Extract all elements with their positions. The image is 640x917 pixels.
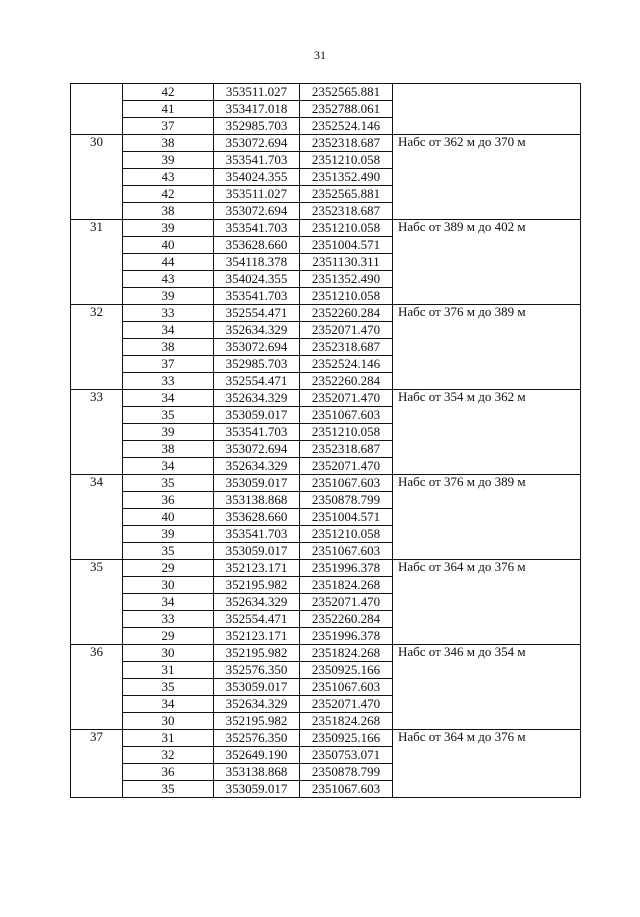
x-coordinate-cell: 353541.703 [214, 220, 300, 237]
page-number: 31 [314, 48, 326, 62]
x-coordinate-cell: 352649.190 [214, 747, 300, 764]
table-row [71, 84, 581, 101]
point-number-cell: 36 [123, 492, 214, 509]
x-coordinate-cell: 353072.694 [214, 441, 300, 458]
zone-number-cell: 36 [71, 645, 123, 730]
y-coordinate-cell: 2352071.470 [300, 322, 393, 339]
point-number-cell: 35 [123, 543, 214, 560]
point-number-cell: 41 [123, 101, 214, 118]
x-coordinate-cell: 352634.329 [214, 390, 300, 407]
y-coordinate-cell: 2351824.268 [300, 645, 393, 662]
point-number-cell: 34 [123, 594, 214, 611]
point-number-cell: 38 [123, 135, 214, 152]
point-number-cell: 37 [123, 118, 214, 135]
elevation-range-cell: Набс от 364 м до 376 м [393, 560, 581, 645]
zone-number-cell: 34 [71, 475, 123, 560]
x-coordinate-cell: 353138.868 [214, 492, 300, 509]
elevation-range-cell: Набс от 362 м до 370 м [393, 135, 581, 220]
point-number-cell: 33 [123, 373, 214, 390]
y-coordinate-cell: 2352565.881 [300, 186, 393, 203]
y-coordinate-cell: 2351067.603 [300, 475, 393, 492]
point-number-cell: 39 [123, 526, 214, 543]
zone-number-cell: 37 [71, 730, 123, 798]
y-coordinate-cell: 2350925.166 [300, 730, 393, 747]
zone-number-cell: 31 [71, 220, 123, 305]
x-coordinate-cell: 353628.660 [214, 509, 300, 526]
y-coordinate-cell: 2350878.799 [300, 492, 393, 509]
y-coordinate-cell: 2350925.166 [300, 662, 393, 679]
y-coordinate-cell: 2352318.687 [300, 203, 393, 220]
y-coordinate-cell: 2351996.378 [300, 628, 393, 645]
y-coordinate-cell: 2351824.268 [300, 713, 393, 730]
point-number-cell: 42 [123, 84, 214, 101]
point-number-cell: 39 [123, 288, 214, 305]
x-coordinate-cell: 353138.868 [214, 764, 300, 781]
y-coordinate-cell: 2351210.058 [300, 220, 393, 237]
y-coordinate-cell: 2352524.146 [300, 356, 393, 373]
point-number-cell: 39 [123, 152, 214, 169]
y-coordinate-cell: 2351067.603 [300, 679, 393, 696]
x-coordinate-cell: 353072.694 [214, 339, 300, 356]
point-number-cell: 35 [123, 475, 214, 492]
elevation-range-cell: Набс от 364 м до 376 м [393, 730, 581, 798]
point-number-cell: 31 [123, 730, 214, 747]
point-number-cell: 29 [123, 560, 214, 577]
x-coordinate-cell: 352634.329 [214, 458, 300, 475]
x-coordinate-cell: 353059.017 [214, 407, 300, 424]
y-coordinate-cell: 2351996.378 [300, 560, 393, 577]
point-number-cell: 35 [123, 407, 214, 424]
point-number-cell: 30 [123, 645, 214, 662]
y-coordinate-cell: 2351210.058 [300, 526, 393, 543]
x-coordinate-cell: 353059.017 [214, 475, 300, 492]
x-coordinate-cell: 352576.350 [214, 730, 300, 747]
point-number-cell: 36 [123, 764, 214, 781]
zone-number-cell: 30 [71, 135, 123, 220]
table-row [71, 560, 581, 577]
x-coordinate-cell: 353511.027 [214, 84, 300, 101]
y-coordinate-cell: 2351352.490 [300, 169, 393, 186]
y-coordinate-cell: 2351004.571 [300, 509, 393, 526]
x-coordinate-cell: 352195.982 [214, 645, 300, 662]
zone-number-cell [71, 84, 123, 135]
x-coordinate-cell: 353541.703 [214, 288, 300, 305]
x-coordinate-cell: 352985.703 [214, 356, 300, 373]
y-coordinate-cell: 2351067.603 [300, 407, 393, 424]
x-coordinate-cell: 352554.471 [214, 611, 300, 628]
point-number-cell: 40 [123, 509, 214, 526]
point-number-cell: 32 [123, 747, 214, 764]
point-number-cell: 30 [123, 577, 214, 594]
y-coordinate-cell: 2351352.490 [300, 271, 393, 288]
x-coordinate-cell: 352576.350 [214, 662, 300, 679]
point-number-cell: 34 [123, 322, 214, 339]
point-number-cell: 29 [123, 628, 214, 645]
y-coordinate-cell: 2351210.058 [300, 288, 393, 305]
y-coordinate-cell: 2352318.687 [300, 441, 393, 458]
x-coordinate-cell: 352634.329 [214, 696, 300, 713]
x-coordinate-cell: 353628.660 [214, 237, 300, 254]
point-number-cell: 35 [123, 679, 214, 696]
x-coordinate-cell: 352634.329 [214, 322, 300, 339]
elevation-range-cell: Набс от 346 м до 354 м [393, 645, 581, 730]
zone-number-cell: 33 [71, 390, 123, 475]
point-number-cell: 34 [123, 458, 214, 475]
x-coordinate-cell: 352123.171 [214, 560, 300, 577]
x-coordinate-cell: 353417.018 [214, 101, 300, 118]
table-row [71, 220, 581, 237]
x-coordinate-cell: 352195.982 [214, 713, 300, 730]
point-number-cell: 43 [123, 271, 214, 288]
zone-number-cell: 32 [71, 305, 123, 390]
y-coordinate-cell: 2352071.470 [300, 594, 393, 611]
point-number-cell: 33 [123, 611, 214, 628]
elevation-range-cell [393, 84, 581, 135]
x-coordinate-cell: 354024.355 [214, 271, 300, 288]
point-number-cell: 39 [123, 424, 214, 441]
x-coordinate-cell: 353541.703 [214, 526, 300, 543]
point-number-cell: 33 [123, 305, 214, 322]
elevation-range-cell: Набс от 376 м до 389 м [393, 305, 581, 390]
y-coordinate-cell: 2350878.799 [300, 764, 393, 781]
y-coordinate-cell: 2352318.687 [300, 135, 393, 152]
x-coordinate-cell: 353059.017 [214, 679, 300, 696]
zone-number-cell: 35 [71, 560, 123, 645]
y-coordinate-cell: 2350753.071 [300, 747, 393, 764]
x-coordinate-cell: 352554.471 [214, 305, 300, 322]
x-coordinate-cell: 352985.703 [214, 118, 300, 135]
x-coordinate-cell: 354024.355 [214, 169, 300, 186]
x-coordinate-cell: 353541.703 [214, 152, 300, 169]
point-number-cell: 38 [123, 203, 214, 220]
x-coordinate-cell: 352195.982 [214, 577, 300, 594]
y-coordinate-cell: 2352071.470 [300, 390, 393, 407]
y-coordinate-cell: 2351130.311 [300, 254, 393, 271]
x-coordinate-cell: 353059.017 [214, 781, 300, 798]
elevation-range-cell: Набс от 354 м до 362 м [393, 390, 581, 475]
point-number-cell: 38 [123, 339, 214, 356]
y-coordinate-cell: 2352788.061 [300, 101, 393, 118]
table-row [71, 305, 581, 322]
x-coordinate-cell: 353072.694 [214, 135, 300, 152]
point-number-cell: 34 [123, 696, 214, 713]
y-coordinate-cell: 2351004.571 [300, 237, 393, 254]
y-coordinate-cell: 2352565.881 [300, 84, 393, 101]
table-row [71, 390, 581, 407]
x-coordinate-cell: 354118.378 [214, 254, 300, 271]
y-coordinate-cell: 2352318.687 [300, 339, 393, 356]
x-coordinate-cell: 353059.017 [214, 543, 300, 560]
x-coordinate-cell: 352554.471 [214, 373, 300, 390]
point-number-cell: 37 [123, 356, 214, 373]
table-row [71, 730, 581, 747]
y-coordinate-cell: 2352260.284 [300, 611, 393, 628]
table-row [71, 135, 581, 152]
y-coordinate-cell: 2352071.470 [300, 696, 393, 713]
y-coordinate-cell: 2351067.603 [300, 781, 393, 798]
y-coordinate-cell: 2352071.470 [300, 458, 393, 475]
y-coordinate-cell: 2351824.268 [300, 577, 393, 594]
point-number-cell: 35 [123, 781, 214, 798]
elevation-range-cell: Набс от 389 м до 402 м [393, 220, 581, 305]
point-number-cell: 31 [123, 662, 214, 679]
point-number-cell: 30 [123, 713, 214, 730]
point-number-cell: 34 [123, 390, 214, 407]
table-row [71, 475, 581, 492]
y-coordinate-cell: 2352260.284 [300, 305, 393, 322]
point-number-cell: 39 [123, 220, 214, 237]
point-number-cell: 38 [123, 441, 214, 458]
table-row [71, 645, 581, 662]
point-number-cell: 44 [123, 254, 214, 271]
point-number-cell: 43 [123, 169, 214, 186]
x-coordinate-cell: 353541.703 [214, 424, 300, 441]
x-coordinate-cell: 352634.329 [214, 594, 300, 611]
x-coordinate-cell: 353072.694 [214, 203, 300, 220]
y-coordinate-cell: 2352524.146 [300, 118, 393, 135]
x-coordinate-cell: 353511.027 [214, 186, 300, 203]
y-coordinate-cell: 2351067.603 [300, 543, 393, 560]
coordinates-table [70, 83, 581, 798]
x-coordinate-cell: 352123.171 [214, 628, 300, 645]
point-number-cell: 42 [123, 186, 214, 203]
y-coordinate-cell: 2352260.284 [300, 373, 393, 390]
y-coordinate-cell: 2351210.058 [300, 424, 393, 441]
elevation-range-cell: Набс от 376 м до 389 м [393, 475, 581, 560]
y-coordinate-cell: 2351210.058 [300, 152, 393, 169]
point-number-cell: 40 [123, 237, 214, 254]
